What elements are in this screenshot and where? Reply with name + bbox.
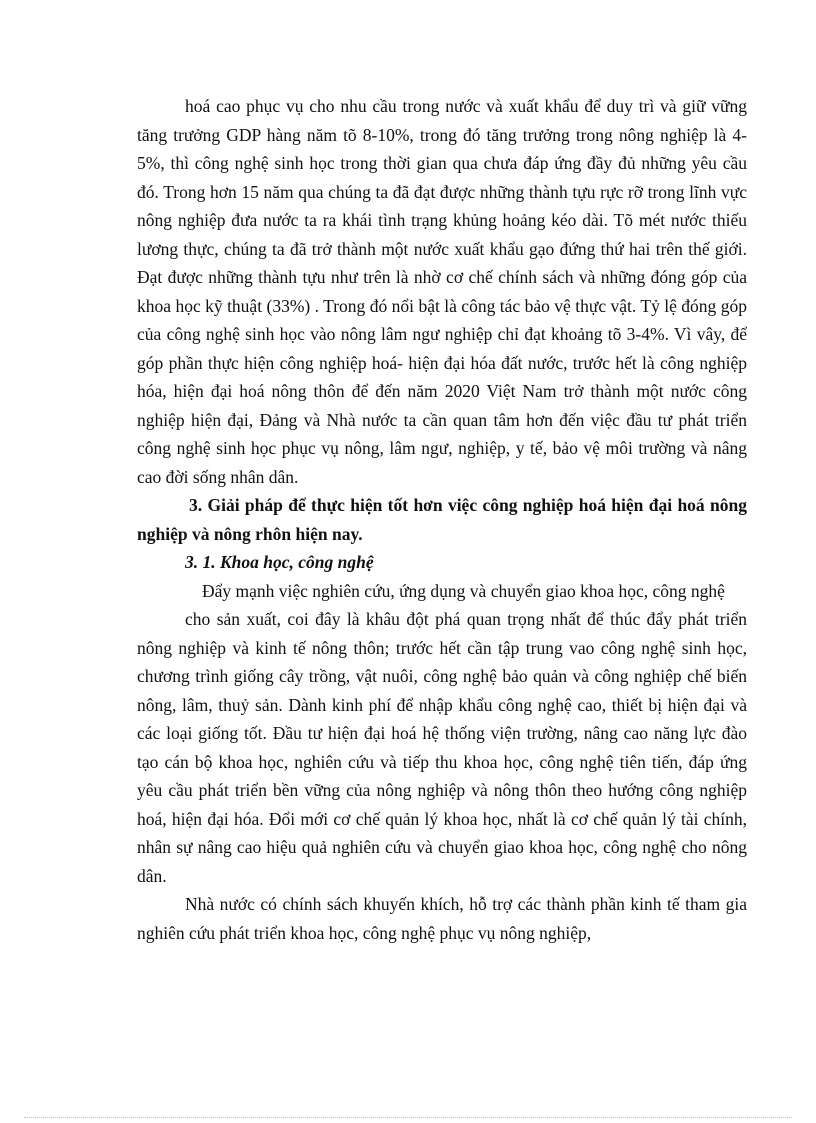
section-heading: 3. Giải pháp để thực hiện tốt hơn việc công nghiệp hoá hiện đại hoá nông nghiệp và nông rhôn hiện nay. xyxy=(137,495,747,544)
subsection-heading: 3. 1. Khoa học, công nghệ xyxy=(185,552,374,572)
paragraph: cho sản xuất, coi đây là khâu đột phá quan trọng nhất để thúc đẩy phát triển nông nghiệp và kinh tế nông thôn; trước hết cần tập trung vao công nghệ sinh học, chương trình giống cây trồng, vật nuôi, công nghệ bảo quản và công nghiệp chế biến nông, lâm, thuỷ sản. Dành kinh phí để nhập khẩu công nghệ cao, thiết bị hiện đại và các loại giống tốt. Đầu tư hiện đại hoá hệ thống viện trường, nâng cao năng lực đào tạo cán bộ khoa học, nghiên cứu và tiếp thu khoa học, công nghệ tiên tiến, đáp ứng yêu cầu phát triển bền vững của nông nghiệp và nông thôn theo hướng công nghiệp hoá, hiện đại hóa. Đổi mới cơ chế quản lý khoa học, nhất là cơ chế quản lý tài chính, nhân sự nâng cao hiệu quả nghiên cứu và chuyển giao khoa học, công nghệ cho nông dân. xyxy=(137,609,747,886)
paragraph: hoá cao phục vụ cho nhu cầu trong nước và xuất khẩu để duy trì và giữ vững tăng trưởng GDP hàng năm tõ 8-10%, trong đó tăng trưởng trong nông nghiệp là 4-5%, thì công nghệ sinh học trong thời gian qua chưa đáp ứng đầy đủ những yêu cầu đó. Trong hơn 15 năm qua chúng ta đã đạt được những thành tựu rực rỡ trong lĩnh vực nông nghiệp đưa nước ta ra khái tình trạng khủng hoảng kéo dài. Tõ mét nước thiếu lương thực, chúng ta đã trở thành một nước xuất khẩu gạo đứng thứ hai trên thế giới. Đạt được những thành tựu như trên là nhờ cơ chế chính sách và những đóng góp của khoa học kỹ thuật (33%) . Trong đó nổi bật là công tác bảo vệ thực vật. Tỷ lệ đóng góp của công nghệ sinh học vào nông lâm ngư nghiệp chỉ đạt khoảng tõ 3-4%. Vì vây, để góp phần thực hiện công nghiệp hoá- hiện đại hóa đất nước, trước hết là công nghiệp hóa, hiện đại hoá nông thôn để đến năm 2020 Việt Nam trở thành một nước công nghiệp hiện đại, Đảng và Nhà nước ta cần quan tâm hơn đến việc đầu tư phát triển công nghệ sinh học phục vụ nông, lâm ngư, nghiệp, y tế, bảo vệ môi trường và nâng cao đời sống nhân dân. xyxy=(137,96,747,487)
document-body xyxy=(137,92,747,947)
page-bottom-divider xyxy=(24,1117,792,1118)
paragraph: Nhà nước có chính sách khuyến khích, hỗ trợ các thành phần kinh tế tham gia nghiên cứu phát triển khoa học, công nghệ phục vụ nông nghiệp, xyxy=(137,894,747,943)
paragraph: Đẩy mạnh việc nghiên cứu, ứng dụng và chuyển giao khoa học, công nghệ xyxy=(202,580,725,601)
